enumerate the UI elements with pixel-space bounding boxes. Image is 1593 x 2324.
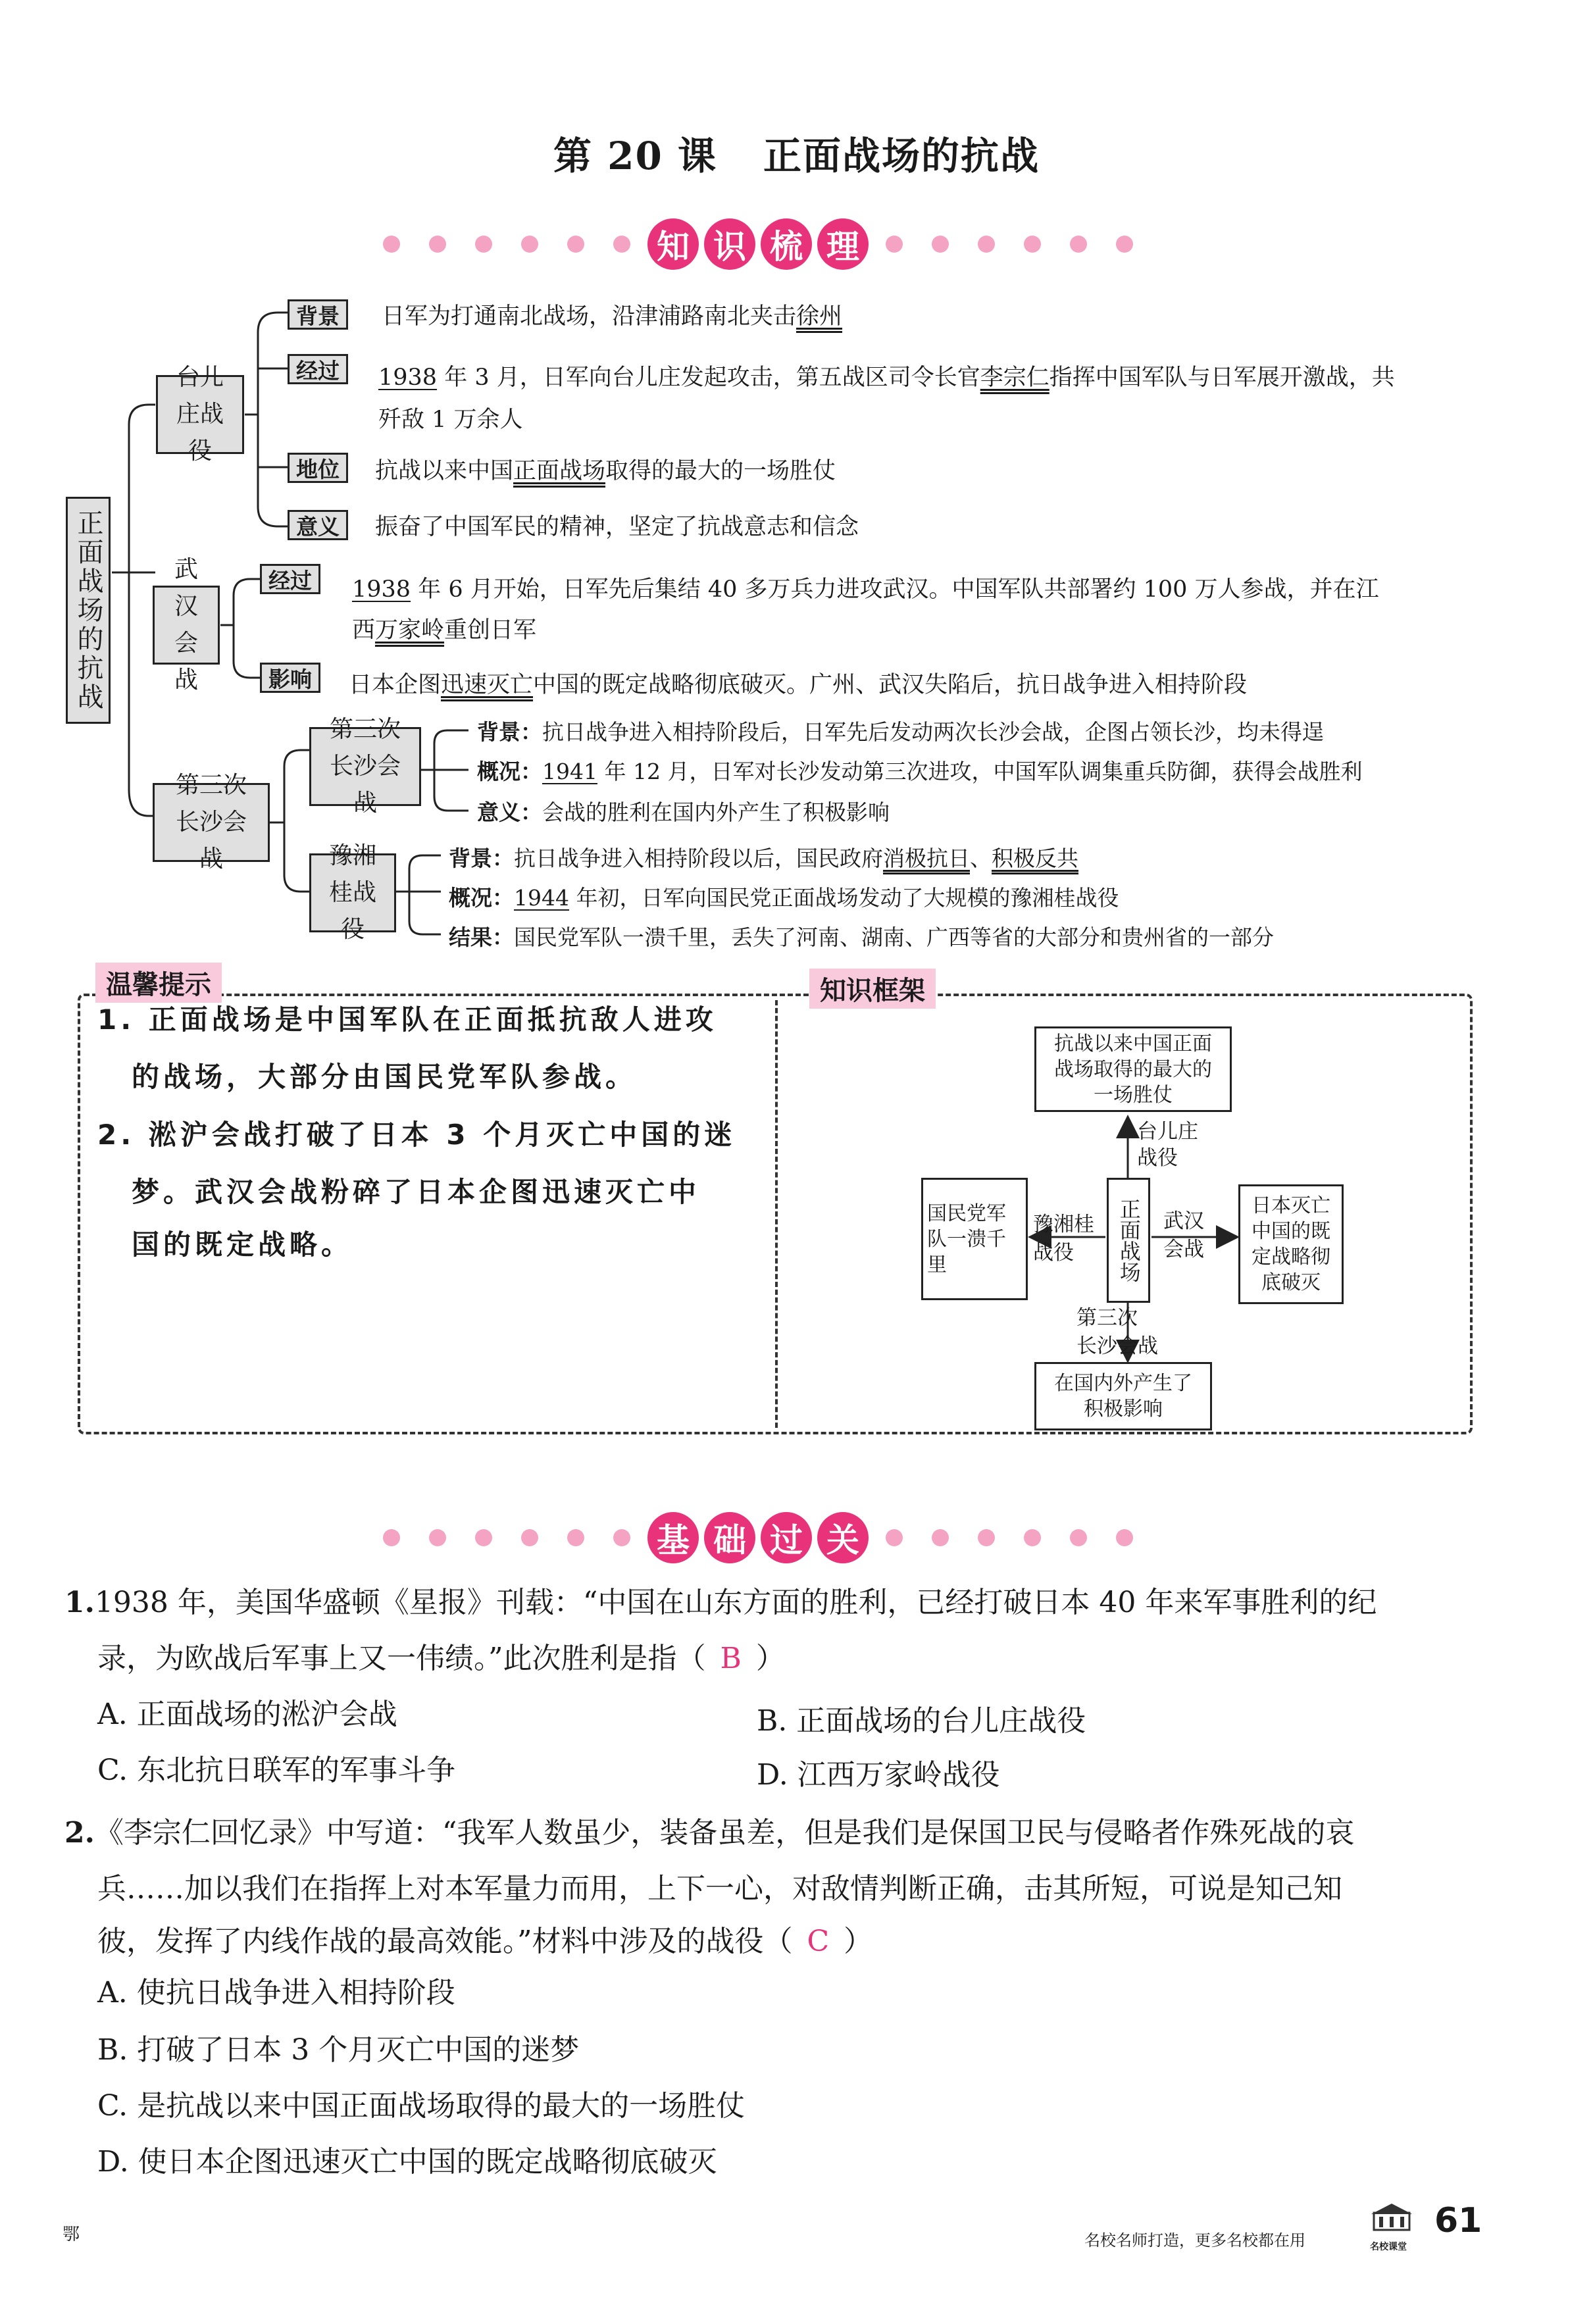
fw-center: 正面战场 xyxy=(1107,1178,1150,1303)
fw-bottom-label1: 第三次 xyxy=(1076,1306,1138,1330)
q1-option-b: B. 正面战场的台儿庄战役 xyxy=(757,1704,1086,1738)
fw-bottom-label2: 长沙会战 xyxy=(1076,1334,1158,1358)
question-2-line3: 彼，发挥了内线作战的最高效能。”材料中涉及的战役（ C ） xyxy=(97,1925,873,1958)
wuhan-process-line2: 西万家岭重创日军 xyxy=(352,617,537,644)
section-banner-basics xyxy=(368,1512,1148,1563)
tree-root: 正面战场的抗战 xyxy=(66,497,111,724)
label-process: 经过 xyxy=(260,564,320,594)
tip-2-line1: 2. 淞沪会战打破了日本 3 个月灭亡中国的迷 xyxy=(97,1119,736,1151)
banner-char: 基 xyxy=(647,1512,699,1563)
label-influence: 影响 xyxy=(260,663,320,693)
label-significance: 意义 xyxy=(288,510,348,540)
fw-left-box: 国民党军队一溃千里 xyxy=(921,1178,1028,1300)
banner-char: 识 xyxy=(704,218,755,270)
label-process: 经过 xyxy=(288,354,348,384)
q1-option-c: C. 东北抗日联军的军事斗争 xyxy=(97,1754,456,1787)
footer-mark: 鄂 xyxy=(63,2225,80,2244)
q1-option-d: D. 江西万家岭战役 xyxy=(757,1758,1000,1792)
lesson-number: 第 20 课 xyxy=(553,134,718,178)
fw-top-label: 台儿庄战役 xyxy=(1137,1120,1198,1171)
framework-label: 知识框架 xyxy=(809,969,936,1009)
footer-slogan: 名校名师打造，更多名校都在用 xyxy=(1084,2231,1305,2250)
taierzhuang-status: 抗战以来中国正面战场取得的最大的一场胜仗 xyxy=(375,458,836,484)
banner-char: 关 xyxy=(817,1512,869,1563)
label-status: 地位 xyxy=(288,453,348,483)
wuhan-influence: 日本企图迅速灭亡中国的既定战略彻底破灭。广州、武汉失陷后，抗日战争进入相持阶段 xyxy=(349,672,1248,698)
fw-top-box: 抗战以来中国正面战场取得的最大的一场胜仗 xyxy=(1034,1026,1232,1112)
tip-2-line2: 梦。武汉会战粉碎了日本企图迅速灭亡中 xyxy=(132,1176,701,1208)
node-yuxianggui: 豫湘桂战役 xyxy=(309,853,396,932)
banner-char: 过 xyxy=(761,1512,812,1563)
taierzhuang-background: 日军为打通南北战场，沿津浦路南北夹击徐州 xyxy=(382,303,843,330)
tip-1-line2: 的战场，大部分由国民党军队参战。 xyxy=(132,1061,638,1093)
node-third-changsha: 第三次长沙会战 xyxy=(153,783,270,862)
answer-2: C xyxy=(807,1925,830,1958)
fw-right-label: 武汉会战 xyxy=(1163,1209,1204,1262)
banner-char: 知 xyxy=(647,218,699,270)
framework-arrows xyxy=(0,987,1593,1448)
lesson-name: 正面战场的抗战 xyxy=(763,134,1040,178)
banner-char: 础 xyxy=(704,1512,755,1563)
changsha-overview: 概况：1941 年 12 月，日军对长沙发动第三次进攻，中国军队调集重兵防御，获得会战胜利 xyxy=(477,759,1363,784)
taierzhuang-process-line2: 歼敌 1 万余人 xyxy=(378,407,523,433)
question-1-line2: 录，为欧战后军事上又一伟绩。”此次胜利是指（ B ） xyxy=(97,1642,785,1675)
tip-2-line3: 国的既定战略。 xyxy=(132,1228,353,1261)
fw-left-label: 豫湘桂战役 xyxy=(1033,1213,1094,1265)
banner-char: 理 xyxy=(817,218,869,270)
school-logo-icon xyxy=(1369,2201,1415,2239)
question-2-line1: 2.《李宗仁回忆录》中写道：“我军人数虽少，装备虽差，但是我们是保国卫民与侵略者作殊死战的哀 xyxy=(64,1816,1355,1850)
answer-1: B xyxy=(720,1642,742,1675)
wuhan-process: 1938 年 6 月开始，日军先后集结 40 多万兵力进攻武汉。中国军队共部署约 100 万人参战，并在江 xyxy=(352,576,1379,603)
q2-option-d: D. 使日本企图迅速灭亡中国的既定战略彻底破灭 xyxy=(97,2145,717,2179)
yuxianggui-overview: 概况：1944 年初，日军向国民党正面战场发动了大规模的豫湘桂战役 xyxy=(449,885,1119,911)
q2-option-b: B. 打破了日本 3 个月灭亡中国的迷梦 xyxy=(97,2033,580,2067)
yuxianggui-result: 结果：国民党军队一溃千里，丢失了河南、湖南、广西等省的大部分和贵州省的一部分 xyxy=(449,924,1274,950)
footer-logo-text: 名校课堂 xyxy=(1370,2242,1407,2252)
tips-label: 温馨提示 xyxy=(95,963,222,1003)
changsha-background: 背景：抗日战争进入相持阶段后，日军先后发动两次长沙会战，企图占领长沙，均未得逞 xyxy=(477,719,1324,745)
page-number: 61 xyxy=(1434,2201,1482,2240)
q2-option-a: A. 使抗日战争进入相持阶段 xyxy=(97,1976,455,2009)
tip-1-line1: 1. 正面战场是中国军队在正面抵抗敌人进攻 xyxy=(97,1003,717,1036)
q2-option-c: C. 是抗战以来中国正面战场取得的最大的一场胜仗 xyxy=(97,2089,746,2123)
banner-char: 梳 xyxy=(761,218,812,270)
fw-bottom-box: 在国内外产生了积极影响 xyxy=(1034,1362,1212,1430)
yuxianggui-background: 背景：抗日战争进入相持阶段以后，国民政府消极抗日、积极反共 xyxy=(449,846,1078,871)
label-background: 背景 xyxy=(288,299,348,330)
node-wuhan: 武汉会战 xyxy=(153,586,220,665)
node-changsha-battle: 第三次长沙会战 xyxy=(309,727,421,806)
taierzhuang-process: 1938 年 3 月，日军向台儿庄发起攻击，第五战区司令长官李宗仁指挥中国军队与日军展开激战，共 xyxy=(378,365,1395,391)
changsha-significance: 意义：会战的胜利在国内外产生了积极影响 xyxy=(477,799,890,825)
fw-right-box: 日本灭亡中国的既定战略彻底破灭 xyxy=(1238,1184,1344,1304)
taierzhuang-significance: 振奋了中国军民的精神，坚定了抗战意志和信念 xyxy=(375,514,859,540)
q1-option-a: A. 正面战场的淞沪会战 xyxy=(97,1698,397,1731)
node-taierzhuang: 台儿庄战役 xyxy=(156,375,244,454)
question-1-line1: 1.1938 年，美国华盛顿《星报》刊载：“中国在山东方面的胜利，已经打破日本 40 年来军事胜利的纪 xyxy=(64,1586,1377,1619)
question-2-line2: 兵……加以我们在指挥上对本军量力而用，上下一心，对敌情判断正确，击其所短，可说是知己知 xyxy=(97,1872,1342,1906)
